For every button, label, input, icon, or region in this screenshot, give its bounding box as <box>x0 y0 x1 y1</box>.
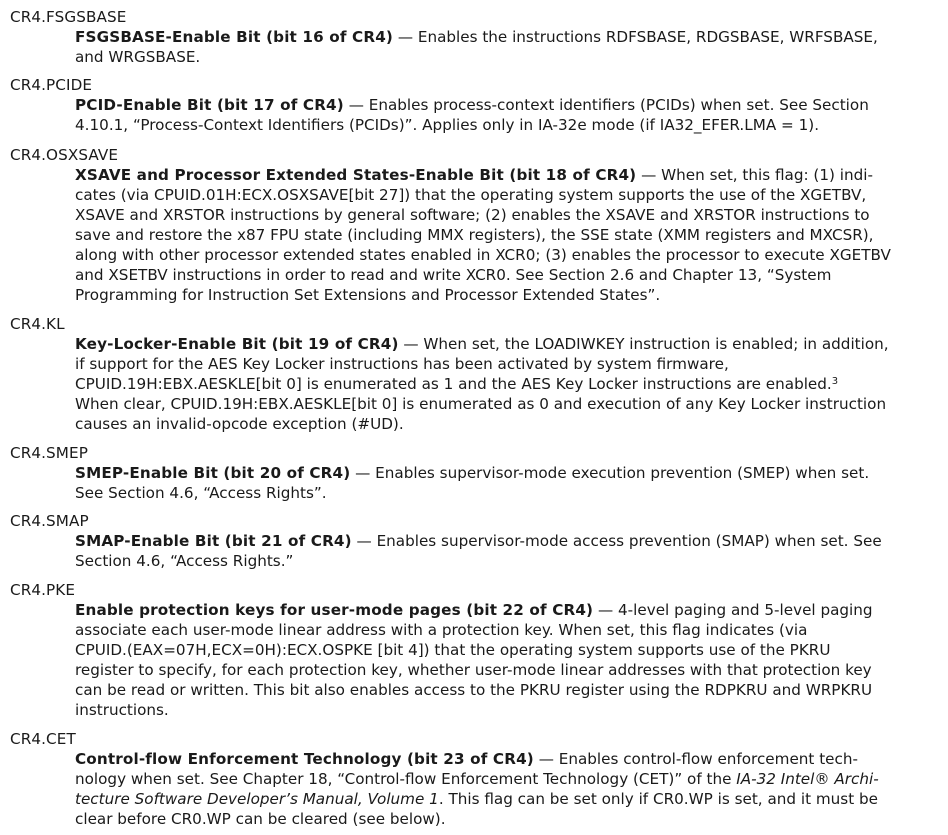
description-line: — Enables supervisor-mode execution prevention (SMEP) when set. <box>350 464 870 482</box>
description-line: associate each user-mode linear address with a protection key. When set, this flag indicates (via <box>75 621 808 639</box>
description-line: XSAVE and XRSTOR instructions by general software; (2) enables the XSAVE and XRSTOR instructions to <box>75 206 870 224</box>
description-line: CPUID.(EAX=07H,ECX=0H):ECX.OSPKE [bit 4]) that the operating system supports use of the PKRU <box>75 641 831 659</box>
description-line: When clear, CPUID.19H:EBX.AESKLE[bit 0] is enumerated as 0 and execution of any Key Locker instruction <box>75 395 887 413</box>
manual-title-italic: tecture Software Developer’s Manual, Volume 1 <box>75 790 439 808</box>
description-line: instructions. <box>75 701 169 719</box>
description-line: CPUID.19H:EBX.AESKLE[bit 0] is enumerated as 1 and the AES Key Locker instructions are enabled. <box>75 375 832 393</box>
description-line: — Enables process-context identifiers (PCIDs) when set. See Section <box>343 96 869 114</box>
description-line: 4.10.1, “Process-Context Identifiers (PCIDs)”. Applies only in IA-32e mode (if IA32_EFER.LMA = 1). <box>75 116 820 134</box>
entry-heading: Key-Locker-Enable Bit (bit 19 of CR4) <box>75 335 399 353</box>
entry-term: CR4.PKE <box>10 581 76 599</box>
entry-term: CR4.KL <box>10 315 65 333</box>
entry-term: CR4.OSXSAVE <box>10 146 119 164</box>
description-line: register to specify, for each protection key, whether user-mode linear addresses with that protection key <box>75 661 872 679</box>
manual-title-italic: IA-32 Intel® Archi- <box>736 770 879 788</box>
description-line: along with other processor extended states enabled in XCR0; (3) enables the processor to execute XGETBV <box>75 246 891 264</box>
entry-description <box>75 334 943 434</box>
description-line: cates (via CPUID.01H:ECX.OSXSAVE[bit 27]) that the operating system supports the use of the XGETBV, <box>75 186 867 204</box>
entry-heading: PCID-Enable Bit (bit 17 of CR4) <box>75 96 344 114</box>
description-line: and WRGSBASE. <box>75 48 201 66</box>
entry-term: CR4.SMEP <box>10 444 88 462</box>
description-line: — Enables the instructions RDFSBASE, RDGSBASE, WRFSBASE, <box>393 28 878 46</box>
entry-heading: Control-flow Enforcement Technology (bit 23 of CR4) <box>75 750 534 768</box>
entry-heading: SMEP-Enable Bit (bit 20 of CR4) <box>75 464 351 482</box>
entry-description <box>75 27 943 67</box>
description-line: — 4-level paging and 5-level paging <box>593 601 873 619</box>
description-line: can be read or written. This bit also enables access to the PKRU register using the RDPKRU and WRPKRU <box>75 681 873 699</box>
description-line: Programming for Instruction Set Extensions and Processor Extended States”. <box>75 286 661 304</box>
entry-heading: SMAP-Enable Bit (bit 21 of CR4) <box>75 532 352 550</box>
entry-description <box>75 165 943 305</box>
description-line: Section 4.6, “Access Rights.” <box>75 552 294 570</box>
description-line: . This flag can be set only if CR0.WP is set, and it must be <box>438 790 878 808</box>
entry-description <box>75 531 943 571</box>
entry-term: CR4.SMAP <box>10 512 89 530</box>
description-line: and XSETBV instructions in order to read and write XCR0. See Section 2.6 and Chapter 13, “System <box>75 266 832 284</box>
description-line: if support for the AES Key Locker instructions has been activated by system firmware, <box>75 355 729 373</box>
entry-heading: XSAVE and Processor Extended States-Enable Bit (bit 18 of CR4) <box>75 166 637 184</box>
entry-description <box>75 749 943 829</box>
description-line: — When set, this flag: (1) indi- <box>636 166 873 184</box>
description-line: nology when set. See Chapter 18, “Control-flow Enforcement Technology (CET)” of the <box>75 770 737 788</box>
entry-term: CR4.FSGSBASE <box>10 8 127 26</box>
description-line: save and restore the x87 FPU state (including MMX registers), the SSE state (XMM registers and MXCSR), <box>75 226 874 244</box>
entry-term: CR4.PCIDE <box>10 76 93 94</box>
description-line: — When set, the LOADIWKEY instruction is enabled; in addition, <box>398 335 889 353</box>
footnote-marker[interactable]: 3 <box>831 376 839 387</box>
description-line: clear before CR0.WP can be cleared (see below). <box>75 810 446 828</box>
description-line: See Section 4.6, “Access Rights”. <box>75 484 327 502</box>
entry-description <box>75 95 943 135</box>
entry-description <box>75 463 943 503</box>
entry-description <box>75 600 943 720</box>
description-line: — Enables control-flow enforcement tech- <box>533 750 858 768</box>
description-line: — Enables supervisor-mode access prevention (SMAP) when set. See <box>351 532 882 550</box>
entry-heading: FSGSBASE-Enable Bit (bit 16 of CR4) <box>75 28 394 46</box>
description-line: causes an invalid-opcode exception (#UD). <box>75 415 404 433</box>
entry-term: CR4.CET <box>10 730 76 748</box>
entry-heading: Enable protection keys for user-mode pages (bit 22 of CR4) <box>75 601 594 619</box>
